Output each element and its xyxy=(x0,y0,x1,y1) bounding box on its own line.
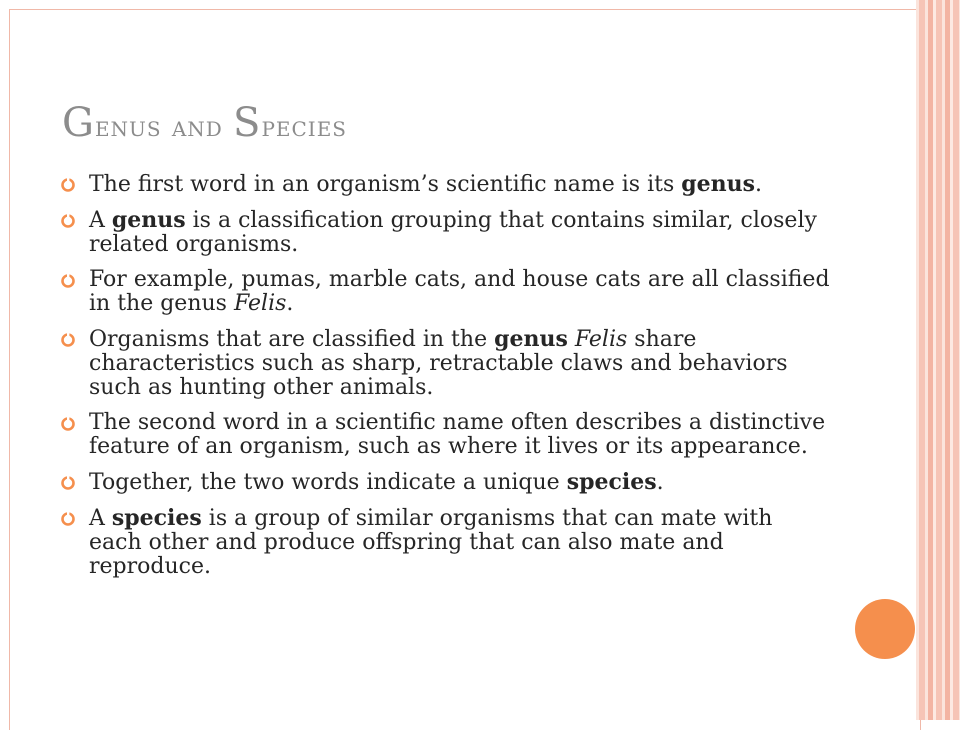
bullet-text: A xyxy=(89,506,112,531)
bold-term: genus xyxy=(111,207,186,233)
bullet-text: . xyxy=(656,470,664,495)
bullet-item xyxy=(60,268,830,316)
circle-outline-bullet-icon xyxy=(60,416,76,432)
bullet-text: The second word in a scientific name often describes a distinctive feature of an organism, such as where it lives or its appearance. xyxy=(89,410,826,459)
bullet-text: Organisms that are classified in the xyxy=(89,327,495,352)
circle-outline-bullet-icon xyxy=(60,273,76,289)
bullet-text: A xyxy=(89,208,112,233)
italic-term: Felis xyxy=(233,291,287,316)
italic-term: Felis xyxy=(574,327,628,352)
bullet-text: share characteristics such as sharp, retractable claws and behaviors such as hunting other animals. xyxy=(89,327,788,400)
side-stripes-decoration xyxy=(919,0,960,720)
bullet-item xyxy=(60,470,830,495)
bold-term: species xyxy=(566,469,657,495)
bullet-item xyxy=(60,506,830,579)
circle-outline-bullet-icon xyxy=(60,475,76,491)
circle-outline-bullet-icon xyxy=(60,177,76,193)
circle-outline-bullet-icon xyxy=(60,332,76,348)
bullet-item xyxy=(60,172,830,197)
bullet-text: . xyxy=(755,172,763,197)
bullet-text: is a group of similar organisms that can mate with each other and produce offspring that can also mate and reproduce. xyxy=(89,506,773,579)
bullet-list xyxy=(60,172,830,590)
bullet-text xyxy=(568,327,575,352)
bullet-text: The first word in an organism’s scientific name is its xyxy=(89,172,682,197)
circle-outline-bullet-icon xyxy=(60,213,76,229)
slide-title xyxy=(62,100,347,146)
bullet-item xyxy=(60,208,830,257)
circle-outline-bullet-icon xyxy=(60,511,76,527)
bullet-item xyxy=(60,327,830,400)
title-part: S xyxy=(233,100,262,146)
title-part: pecies xyxy=(261,109,347,143)
bullet-text: For example, pumas, marble cats, and house cats are all classified in the genus xyxy=(89,267,830,316)
title-part: enus and xyxy=(94,109,234,143)
bullet-text: is a classification grouping that contains similar, closely related organisms. xyxy=(89,208,817,257)
bold-term: species xyxy=(111,505,202,531)
bold-term: genus xyxy=(494,326,568,352)
bold-term: genus xyxy=(681,171,756,197)
bullet-text: Together, the two words indicate a unique xyxy=(89,470,567,495)
bullet-item xyxy=(60,411,830,459)
bullet-text: . xyxy=(286,291,294,316)
title-part: G xyxy=(62,100,95,146)
orange-circle-decoration xyxy=(855,599,915,659)
